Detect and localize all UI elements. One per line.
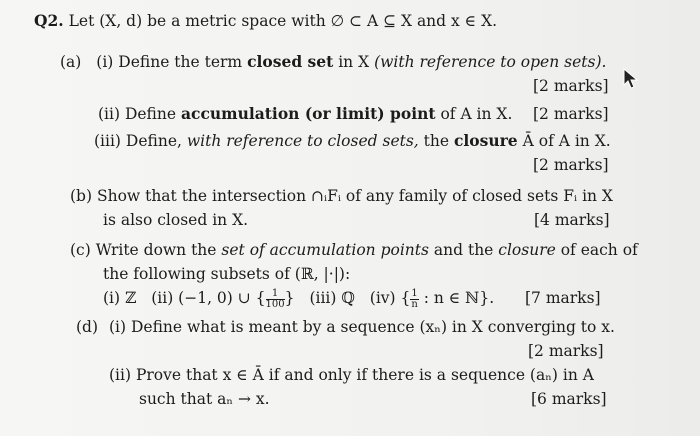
part-c-text-post: of each of <box>555 241 638 259</box>
fraction-numerator: 1 <box>411 287 418 299</box>
part-c-marks: [7 marks] <box>525 289 601 307</box>
part-c-item-ii-pre: (ii) (−1, 0) ∪ { <box>151 289 266 307</box>
part-a-i-text-mid: in X <box>333 53 375 71</box>
part-a-i-bold: closed set <box>247 52 334 71</box>
part-d-ii-label: (ii) <box>109 366 132 384</box>
part-d-i-text: Define what is meant by a sequence (xₙ) in X converging to x. <box>130 318 615 336</box>
part-d-ii-line1 <box>109 365 594 385</box>
part-d-ii-text-1: Prove that x ∈ Ā if and only if there is a sequence (aₙ) in A <box>135 366 594 384</box>
part-c-item-iv-pre: (iv) { <box>369 289 411 307</box>
fraction-numerator: 1 <box>266 289 285 300</box>
part-b-line2: is also closed in X. <box>103 211 249 229</box>
part-a-i-label: (i) <box>96 53 114 71</box>
part-a-ii-label: (ii) <box>98 105 121 123</box>
part-d-ii-marks: [6 marks] <box>531 390 607 408</box>
part-a-i-marks: [2 marks] <box>533 77 609 95</box>
part-d-i <box>76 317 615 337</box>
part-b-marks: [4 marks] <box>534 211 610 229</box>
part-a-ii-text-pre: Define <box>124 105 181 123</box>
part-a-iii-text-mid: the <box>418 132 454 150</box>
part-a-i-italic: (with reference to open sets). <box>374 53 607 71</box>
part-c-line2: the following subsets of (ℝ, |·|): <box>103 265 351 283</box>
part-c-italic-1: set of accumulation points <box>221 241 429 259</box>
part-a-iii-label: (iii) <box>94 132 121 150</box>
part-a-i <box>60 52 606 72</box>
part-d-label: (d) <box>76 318 99 336</box>
question-number: Q2. <box>34 11 64 30</box>
fraction-one-hundredth <box>266 289 285 310</box>
part-a-iii-marks: [2 marks] <box>533 156 609 174</box>
part-a-label: (a) <box>60 53 82 71</box>
part-c-line1 <box>70 240 638 260</box>
part-c-text-pre: Write down the <box>95 241 222 259</box>
part-b-line1 <box>70 186 613 206</box>
question-intro <box>34 11 497 31</box>
part-a-iii-bold: closure <box>453 131 518 150</box>
question-intro-text: Let (X, d) be a metric space with ∅ ⊂ A ⊆ X and x ∈ X. <box>68 12 498 30</box>
part-c-item-i: (i) ℤ <box>103 289 137 307</box>
part-a-ii-marks: [2 marks] <box>533 105 609 123</box>
part-a-ii-bold: accumulation (or limit) point <box>180 104 436 123</box>
part-c-item-ii <box>151 287 295 310</box>
part-c-item-ii-post: } <box>284 289 295 307</box>
part-b-label: (b) <box>70 187 93 205</box>
part-d-i-marks: [2 marks] <box>528 342 604 360</box>
fraction-denominator: 100 <box>265 298 285 310</box>
part-d-ii-line2: such that aₙ → x. <box>139 390 270 408</box>
part-d-i-label: (i) <box>108 318 127 336</box>
part-a-iii-italic: with reference to closed sets, <box>186 132 419 150</box>
part-c-item-iv-post: : n ∈ ℕ}. <box>418 289 495 307</box>
part-a-iii-text-post: Ā of A in X. <box>517 132 611 150</box>
part-c-italic-2: closure <box>498 241 556 259</box>
part-b-text-1: Show that the intersection ∩ᵢFᵢ of any family of closed sets Fᵢ in X <box>96 187 613 205</box>
part-c-items <box>103 288 494 310</box>
part-c-item-iii: (iii) ℚ <box>309 289 355 307</box>
fraction-denominator: n <box>411 298 418 310</box>
part-a-i-text-pre: Define the term <box>118 53 248 71</box>
part-c-item-iv <box>369 287 495 310</box>
part-c-label: (c) <box>70 241 91 259</box>
part-a-iii-text-pre: Define, <box>125 132 187 150</box>
part-a-ii <box>98 104 512 124</box>
fraction-one-over-n <box>410 289 418 310</box>
part-a-ii-text-post: of A in X. <box>435 105 513 123</box>
part-c-text-mid: and the <box>428 241 499 259</box>
part-a-iii <box>94 131 611 151</box>
mouse-cursor-icon <box>623 68 639 90</box>
